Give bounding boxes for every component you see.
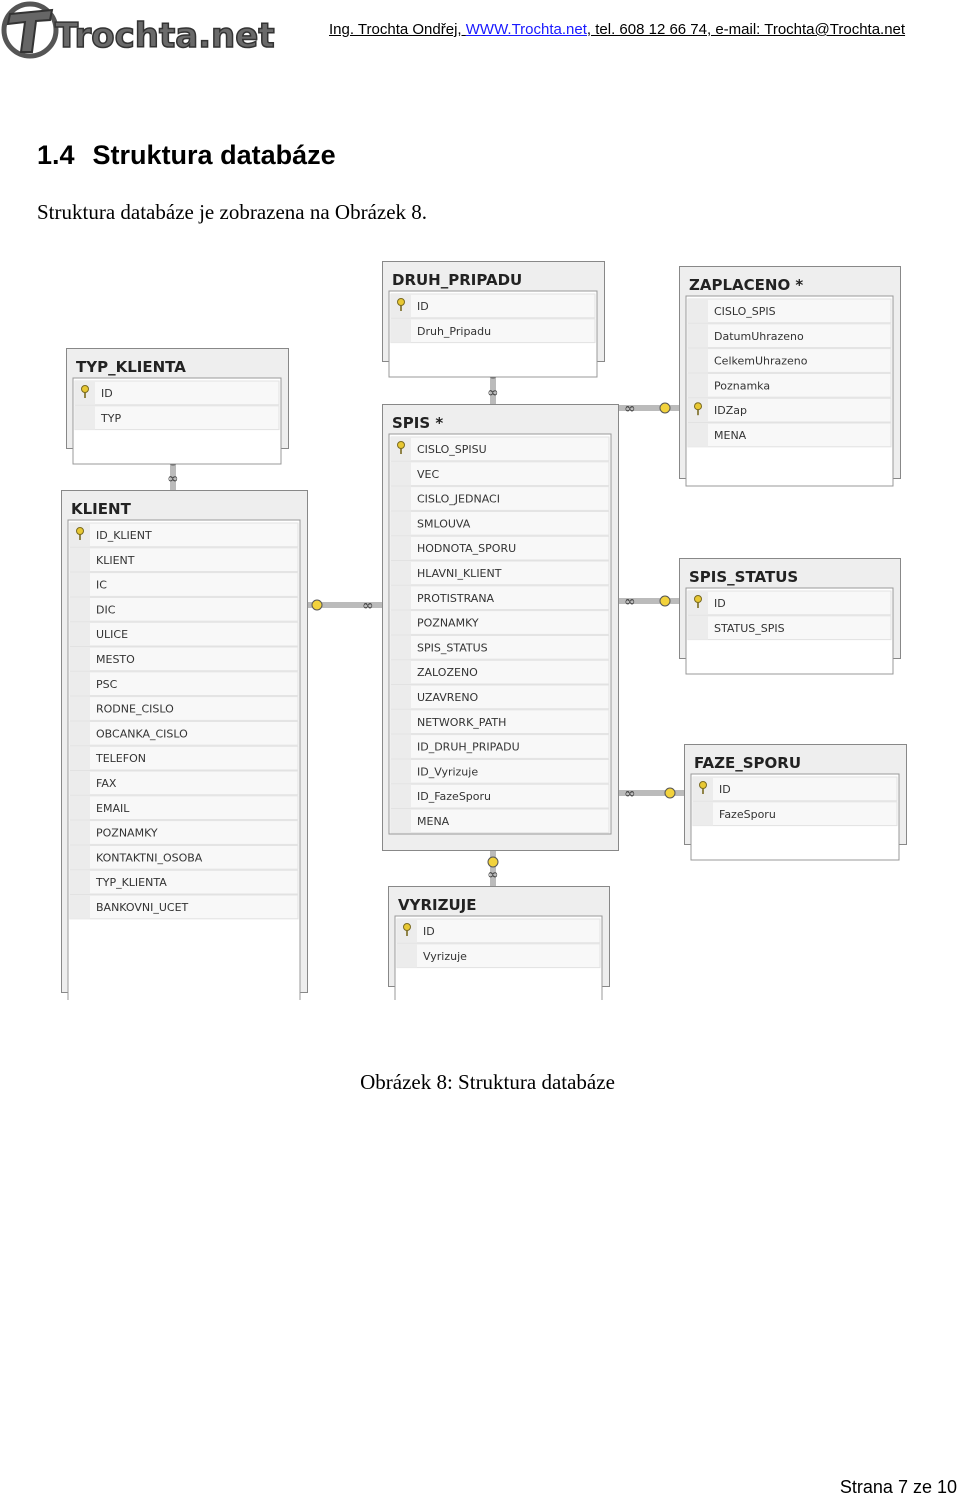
row-selector bbox=[391, 611, 411, 635]
field-name: ID_DRUH_PRIPADU bbox=[417, 740, 520, 754]
relationship-line bbox=[618, 786, 684, 802]
row-selector bbox=[688, 373, 708, 397]
infinity-end-icon: ∞ bbox=[487, 385, 499, 401]
field-name: HODNOTA_SPORU bbox=[417, 542, 517, 556]
section-paragraph: Struktura databáze je zobrazena na Obrázek 8. bbox=[37, 200, 428, 224]
field-name: PSC bbox=[96, 677, 118, 691]
infinity-end-icon: ∞ bbox=[167, 471, 179, 487]
table-title: VYRIZUJE bbox=[398, 896, 477, 914]
row-selector bbox=[391, 462, 411, 486]
row-selector bbox=[70, 721, 90, 745]
relationship-line bbox=[618, 401, 679, 417]
field-name: RODNE_CISLO bbox=[96, 702, 174, 716]
row-selector bbox=[688, 324, 708, 348]
field-name: ID bbox=[719, 783, 731, 796]
field-name: NETWORK_PATH bbox=[417, 715, 507, 729]
row-selector bbox=[70, 597, 90, 621]
row-selector bbox=[397, 944, 417, 968]
field-name: ULICE bbox=[96, 628, 129, 642]
row-selector bbox=[70, 647, 90, 671]
field-name: KONTAKTNI_OSOBA bbox=[96, 851, 203, 865]
row-selector bbox=[70, 870, 90, 894]
field-name: POZNAMKY bbox=[417, 616, 479, 630]
table-spis-status[interactable] bbox=[680, 559, 901, 675]
field-name: TYP bbox=[101, 411, 122, 425]
section-heading bbox=[37, 140, 336, 171]
table-typ-klienta[interactable] bbox=[67, 349, 289, 465]
row-selector bbox=[70, 895, 90, 919]
row-selector bbox=[70, 548, 90, 572]
row-selector bbox=[391, 685, 411, 709]
database-diagram bbox=[0, 255, 960, 1000]
section-title: Struktura databáze bbox=[92, 140, 336, 170]
row-selector bbox=[391, 319, 411, 343]
header-contact bbox=[329, 21, 905, 38]
field-name: HLAVNI_KLIENT bbox=[417, 567, 502, 580]
field-name: CISLO_SPISU bbox=[417, 443, 487, 456]
logo-text: Trochta.net bbox=[55, 16, 275, 56]
field-name: CelkemUhrazeno bbox=[714, 354, 808, 368]
section-number: 1.4 bbox=[37, 140, 75, 170]
table-klient[interactable] bbox=[62, 491, 308, 1001]
website-link[interactable]: WWW.Trochta.net bbox=[465, 21, 587, 38]
field-name: ID_KLIENT bbox=[96, 529, 152, 542]
row-selector bbox=[688, 423, 708, 447]
row-selector bbox=[391, 561, 411, 585]
field-name: VEC bbox=[417, 467, 440, 481]
infinity-end-icon: ∞ bbox=[487, 867, 499, 883]
row-selector bbox=[70, 672, 90, 696]
table-faze-sporu[interactable] bbox=[685, 745, 907, 861]
table-title: KLIENT bbox=[71, 500, 131, 518]
field-name: DIC bbox=[96, 603, 116, 617]
field-name: IDZap bbox=[714, 404, 747, 418]
row-selector bbox=[693, 802, 713, 826]
field-name: TELEFON bbox=[96, 752, 146, 766]
row-selector bbox=[391, 511, 411, 535]
field-name: ZALOZENO bbox=[417, 666, 478, 680]
row-selector bbox=[391, 586, 411, 610]
row-selector bbox=[391, 759, 411, 783]
site-logo bbox=[0, 0, 290, 62]
table-title: DRUH_PRIPADU bbox=[392, 271, 523, 289]
key-end-icon bbox=[488, 857, 498, 867]
field-name: IC bbox=[96, 578, 107, 592]
key-end-icon bbox=[665, 788, 675, 798]
field-name: Vyrizuje bbox=[423, 949, 467, 963]
field-name: DatumUhrazeno bbox=[714, 329, 804, 343]
field-name: ID_Vyrizuje bbox=[417, 765, 479, 779]
field-name: CISLO_JEDNACI bbox=[417, 492, 500, 506]
relationship-line bbox=[307, 598, 382, 614]
field-name: BANKOVNI_UCET bbox=[96, 901, 189, 914]
row-selector bbox=[75, 406, 95, 430]
row-selector bbox=[70, 622, 90, 646]
row-selector bbox=[391, 735, 411, 759]
infinity-end-icon: ∞ bbox=[624, 401, 636, 417]
contact-suffix: , tel. 608 12 66 74, e-mail: Trochta@Trochta.net bbox=[586, 21, 906, 38]
field-name: SPIS_STATUS bbox=[417, 641, 488, 655]
table-spis[interactable] bbox=[383, 405, 619, 851]
figure-caption: Obrázek 8: Struktura databáze bbox=[360, 1070, 615, 1094]
field-name: ID bbox=[423, 925, 435, 938]
table-zaplaceno[interactable] bbox=[680, 267, 901, 487]
infinity-end-icon: ∞ bbox=[362, 598, 374, 614]
key-end-icon bbox=[660, 403, 670, 413]
row-selector bbox=[391, 784, 411, 808]
page-number: Strana 7 ze 10 bbox=[839, 1477, 957, 1497]
field-name: Poznamka bbox=[714, 379, 771, 393]
field-name: MESTO bbox=[96, 653, 135, 666]
field-name: SMLOUVA bbox=[417, 517, 471, 531]
row-selector bbox=[70, 697, 90, 721]
field-name: CISLO_SPIS bbox=[714, 305, 776, 318]
field-name: UZAVRENO bbox=[417, 691, 479, 704]
row-selector bbox=[391, 660, 411, 684]
row-selector bbox=[688, 616, 708, 640]
contact-prefix: Ing. Trochta Ondřej, bbox=[329, 21, 466, 38]
field-name: TYP_KLIENTA bbox=[96, 876, 167, 890]
field-name: Druh_Pripadu bbox=[417, 324, 492, 338]
row-selector bbox=[70, 821, 90, 845]
row-selector bbox=[391, 536, 411, 560]
relationship-line bbox=[487, 850, 499, 886]
field-name: FAX bbox=[96, 777, 117, 790]
table-title: TYP_KLIENTA bbox=[76, 358, 186, 376]
row-selector bbox=[391, 487, 411, 511]
row-selector bbox=[70, 573, 90, 597]
field-name: POZNAMKY bbox=[96, 826, 158, 840]
field-name: FazeSporu bbox=[719, 807, 776, 821]
field-name: PROTISTRANA bbox=[417, 591, 495, 605]
field-name: ID_FazeSporu bbox=[417, 790, 492, 804]
field-name: MENA bbox=[714, 429, 747, 442]
key-end-icon bbox=[312, 600, 322, 610]
table-vyrizuje[interactable] bbox=[389, 887, 610, 1001]
row-selector bbox=[70, 845, 90, 869]
logo-graphic bbox=[0, 0, 290, 62]
table-title: SPIS_STATUS bbox=[689, 568, 799, 586]
row-selector bbox=[70, 746, 90, 770]
field-name: KLIENT bbox=[96, 553, 135, 567]
field-name: MENA bbox=[417, 815, 450, 828]
row-selector bbox=[70, 771, 90, 795]
row-selector bbox=[70, 796, 90, 820]
table-title: SPIS * bbox=[392, 414, 444, 432]
row-selector bbox=[688, 349, 708, 373]
row-selector bbox=[688, 299, 708, 323]
key-end-icon bbox=[660, 596, 670, 606]
row-selector bbox=[391, 809, 411, 833]
field-name: ID bbox=[101, 387, 113, 400]
relationship-line bbox=[618, 594, 679, 610]
field-name: EMAIL bbox=[96, 801, 130, 815]
infinity-end-icon: ∞ bbox=[624, 594, 636, 610]
field-name: ID bbox=[417, 300, 429, 313]
table-title: FAZE_SPORU bbox=[694, 754, 802, 772]
infinity-end-icon: ∞ bbox=[624, 786, 636, 802]
row-selector bbox=[391, 710, 411, 734]
field-name: ID bbox=[714, 597, 726, 610]
table-druh-pripadu[interactable] bbox=[383, 262, 605, 378]
row-selector bbox=[391, 635, 411, 659]
field-name: STATUS_SPIS bbox=[714, 621, 785, 635]
table-title: ZAPLACENO * bbox=[689, 276, 804, 294]
field-name: OBCANKA_CISLO bbox=[96, 727, 188, 741]
